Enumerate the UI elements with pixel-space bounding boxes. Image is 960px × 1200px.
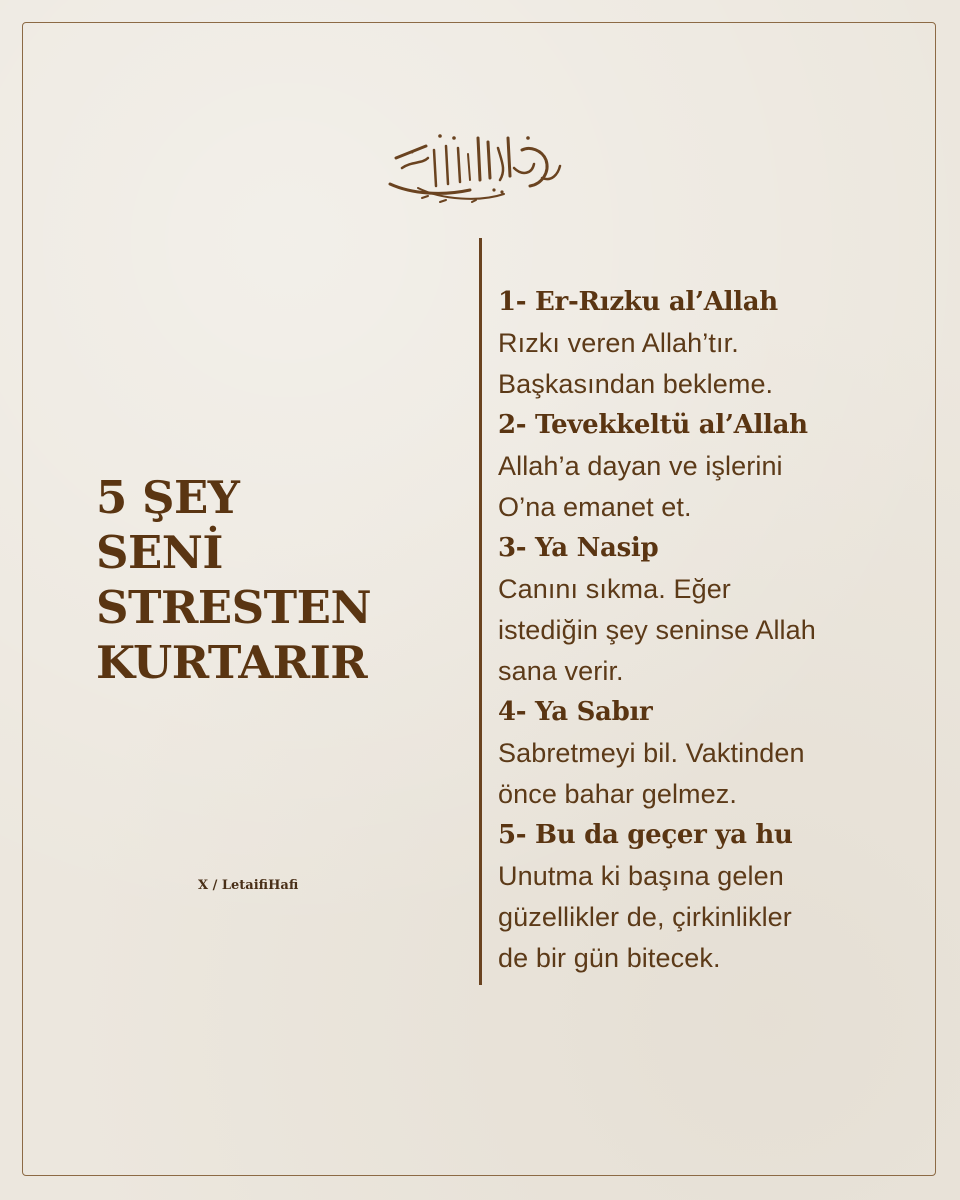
item-text: O’na emanet et. <box>498 492 692 522</box>
vertical-divider <box>479 238 482 985</box>
list-item <box>498 528 938 692</box>
item-text: Sabretmeyi bil. Vaktinden <box>498 738 805 768</box>
item-text: önce bahar gelmez. <box>498 779 737 809</box>
list-item <box>498 405 938 528</box>
item-text: de bir gün bitecek. <box>498 943 721 973</box>
title-line: SENİ <box>96 526 223 579</box>
title-line: 5 ŞEY <box>96 471 240 524</box>
item-text: güzellikler de, çirkinlikler <box>498 902 792 932</box>
list-item <box>498 692 938 815</box>
page-title <box>96 470 456 690</box>
item-text: istediğin şey seninse Allah <box>498 615 816 645</box>
list-item <box>498 815 938 979</box>
title-line: STRESTEN <box>96 581 372 634</box>
item-heading: 4- Ya Sabır <box>498 697 653 727</box>
item-text: Başkasından bekleme. <box>498 369 774 399</box>
item-heading: 5- Bu da geçer ya hu <box>498 820 793 850</box>
item-text: Rızkı veren Allah’tır. <box>498 328 739 358</box>
item-text: sana verir. <box>498 656 624 686</box>
item-text: Allah’a dayan ve işlerini <box>498 451 783 481</box>
item-heading: 3- Ya Nasip <box>498 533 659 563</box>
item-heading: 2- Tevekkeltü al’Allah <box>498 410 808 440</box>
item-heading: 1- Er-Rızku al’Allah <box>498 287 778 317</box>
arabic-calligraphy-icon <box>382 128 566 214</box>
social-handle: X / LetaifiHafi <box>198 878 299 893</box>
item-text: Unutma ki başına gelen <box>498 861 784 891</box>
title-line: KURTARIR <box>96 636 368 689</box>
item-text: Canını sıkma. Eğer <box>498 574 731 604</box>
list-item <box>498 282 938 405</box>
item-list <box>498 282 938 979</box>
